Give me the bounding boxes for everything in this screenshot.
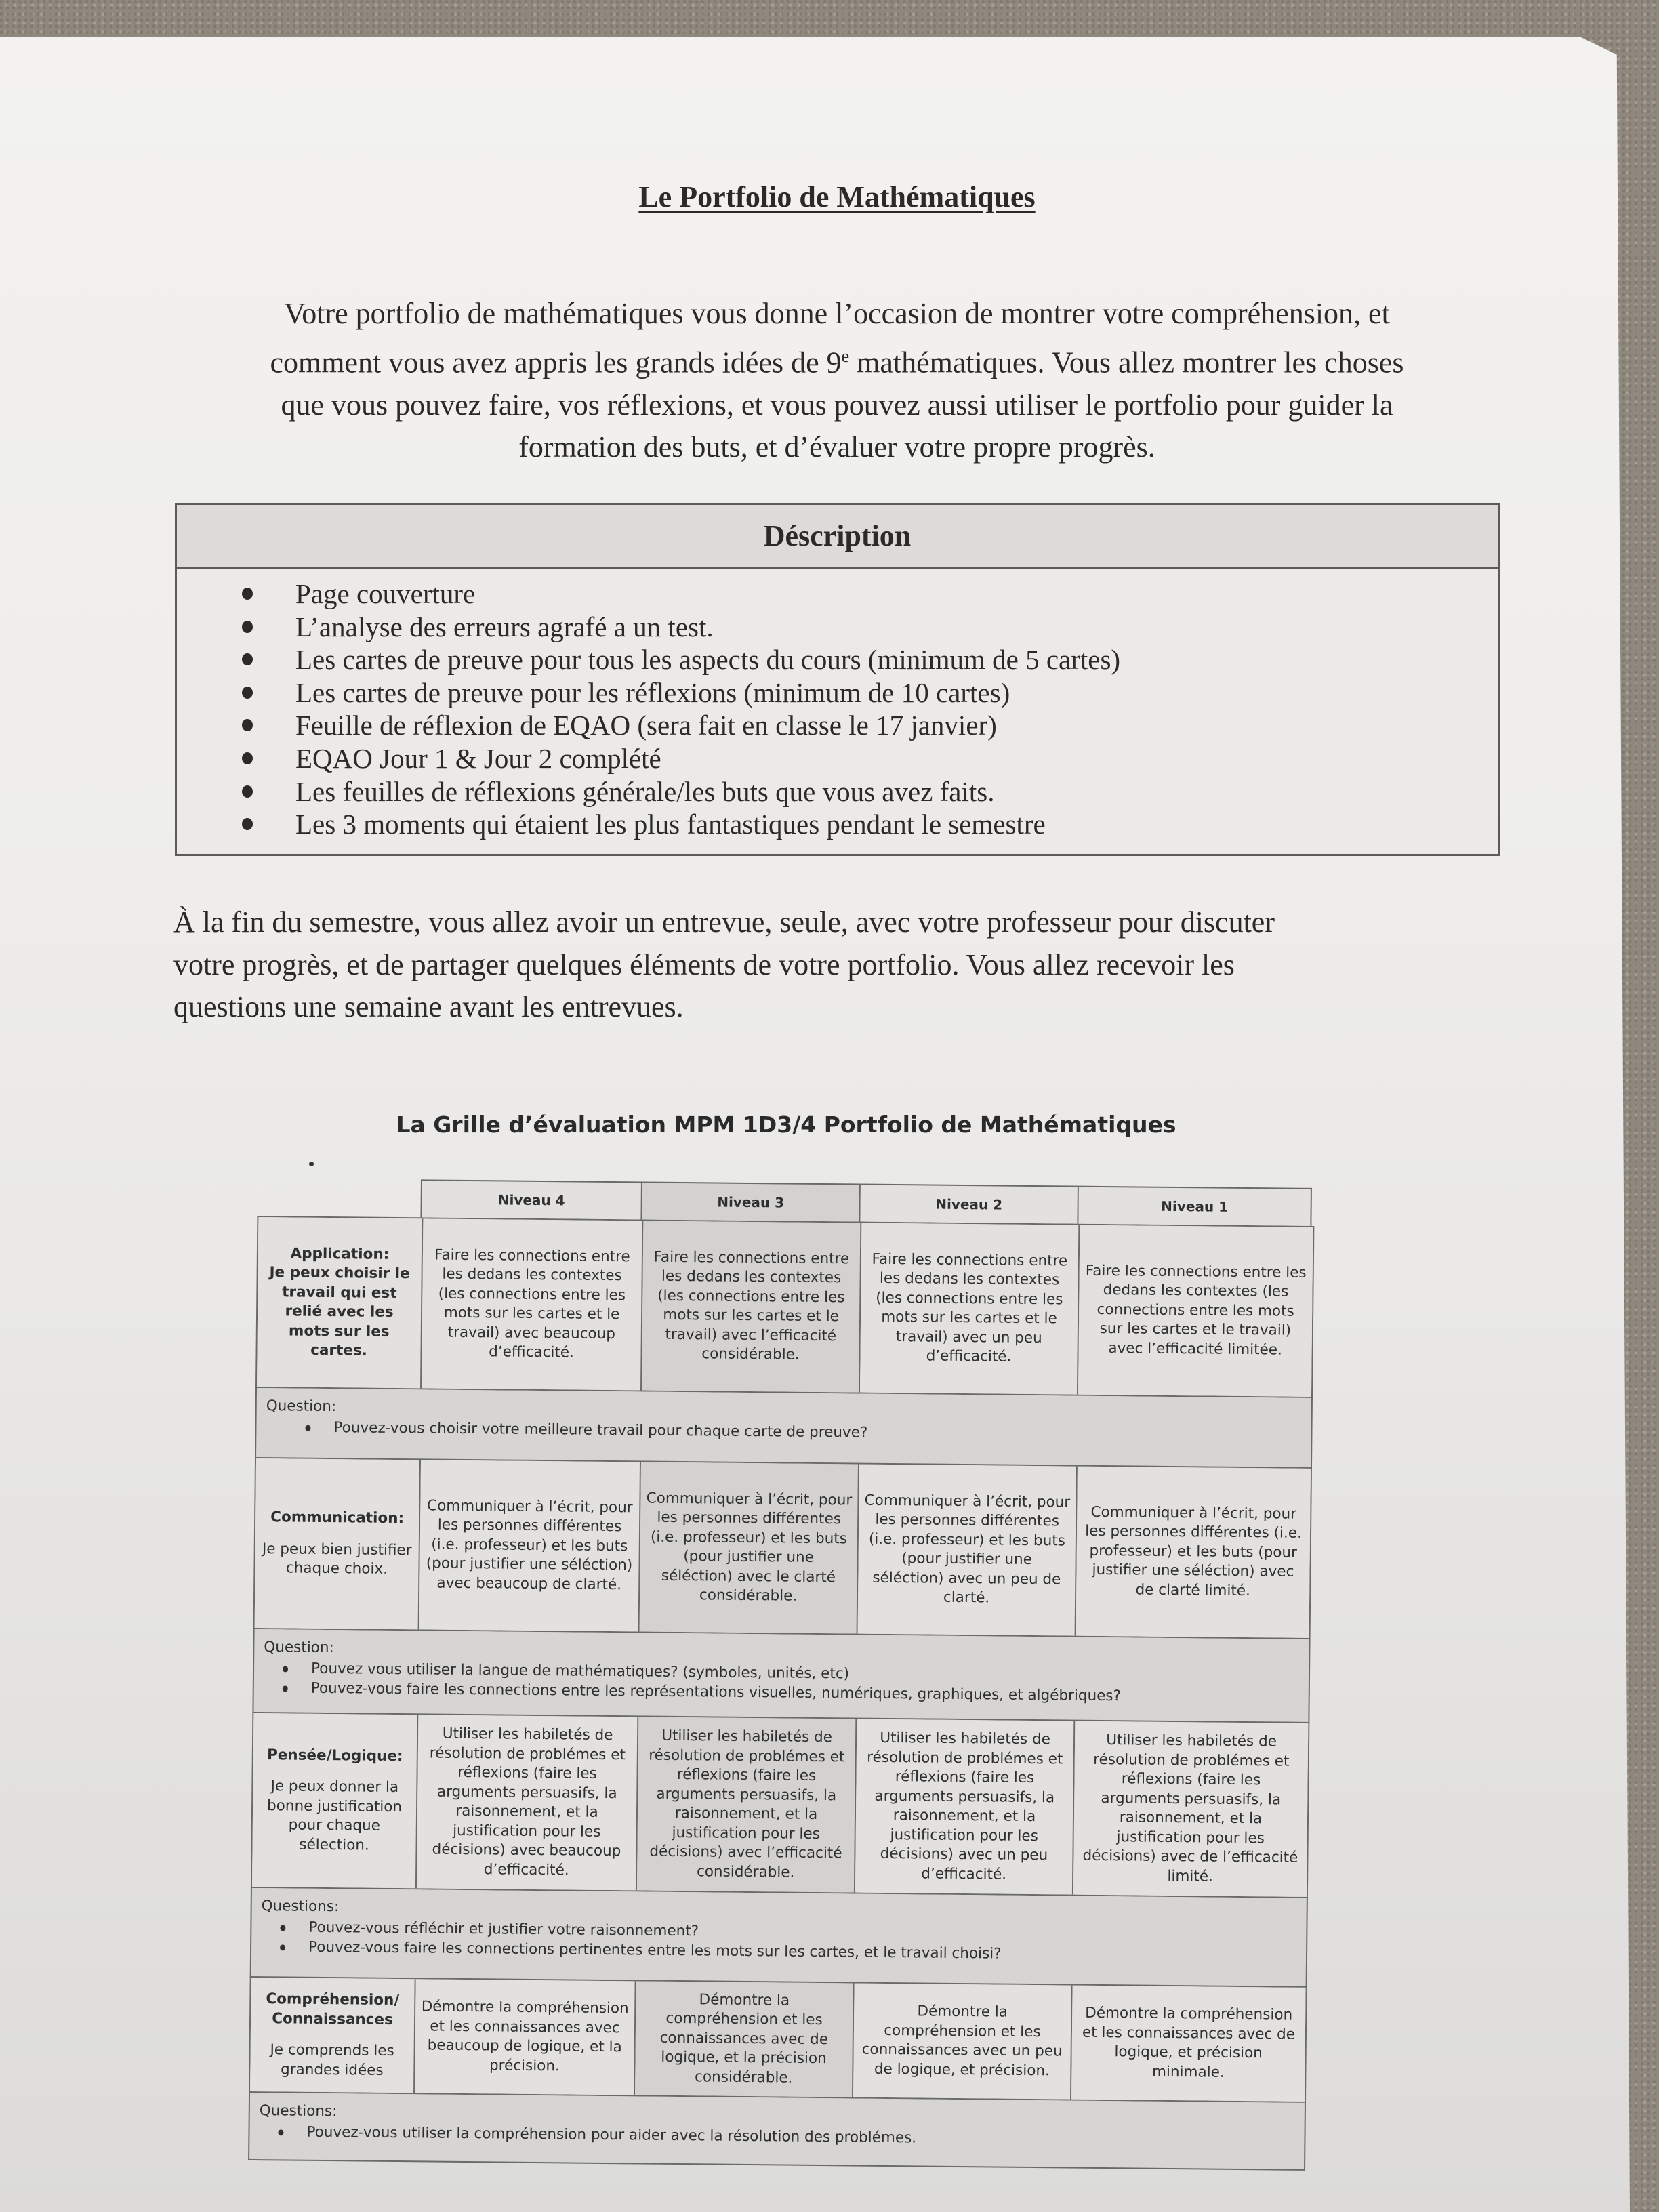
rubric-question-row <box>252 1629 1310 1723</box>
description-list <box>177 569 1498 841</box>
intro-text: mathématiques. Vous allez montrer les choses <box>849 346 1404 380</box>
closing-line: À la fin du semestre, vous allez avoir un entrevue, seule, avec votre professeur pour discuter <box>173 905 1275 939</box>
document-title: Le Portfolio de Mathématiques <box>638 180 1036 213</box>
description-heading: Déscription <box>177 505 1498 569</box>
rubric-cell: Utiliser les habiletés de résolution de problémes et réflexions (faire les arguments persuasifs, la raisonnement, et la justification pour les décisions) avec beaucoup d’efficacité. <box>417 1715 638 1890</box>
question-label: Question: <box>264 1639 334 1657</box>
list-item <box>177 808 1498 841</box>
list-item <box>177 709 1498 742</box>
rubric-cell: Démontre la compréhension et les connaissances avec de logique, et précision minimale. <box>1071 1986 1306 2102</box>
rubric-cell: Faire les connections entre les dedans les contextes (les connections entre les mots sur les cartes et le travail) avec beaucoup d’efficacité. <box>422 1218 643 1390</box>
question-label: Question: <box>266 1397 337 1416</box>
level-header: Niveau 3 <box>642 1181 861 1221</box>
bullet-icon <box>242 687 253 699</box>
rubric-criterion-row <box>253 1458 1312 1639</box>
criterion-name: Compréhension/ Connaissances <box>266 1990 400 2028</box>
list-item-text: Les cartes de preuve pour les réflexions (minimum de 10 cartes) <box>295 676 1010 708</box>
criterion-cell <box>257 1217 423 1388</box>
rubric-cell: Démontre la compréhension et les connaissances avec un peu de logique, et précision. <box>853 1984 1073 2100</box>
question-label: Questions: <box>261 1898 340 1916</box>
criterion-description: Je comprends les grandes idées <box>270 2041 394 2079</box>
list-item-text: Les feuilles de réflexions générale/les buts que vous avez faits. <box>295 775 995 807</box>
closing-line: questions une semaine avant les entrevues. <box>173 990 684 1023</box>
question-list <box>261 1917 1296 1967</box>
intro-line: formation des buts, et d’évaluer votre propre progrès. <box>518 430 1155 464</box>
header-blank-cell <box>257 1178 422 1217</box>
bullet-icon <box>242 621 253 633</box>
rubric-question-row <box>250 1888 1308 1988</box>
rubric-cell: Démontre la compréhension et les connaissances avec beaucoup de logique, et la précision. <box>415 1979 636 2095</box>
superscript: e <box>841 346 850 366</box>
rubric-cell: Faire les connections entre les dedans les contextes (les connections entre les mots sur les cartes et le travail) avec l’efficacité considérable. <box>642 1221 861 1392</box>
bullet-icon <box>242 818 253 830</box>
criterion-name: Communication: <box>270 1509 405 1528</box>
bullet-icon <box>242 752 253 764</box>
level-header: Niveau 1 <box>1078 1186 1312 1226</box>
question-item: Pouvez-vous faire les connections pertinentes entre les mots sur les cartes, et le travail choisi? <box>308 1938 1296 1967</box>
question-item: Pouvez-vous choisir votre meilleure travail pour chaque carte de preuve? <box>333 1418 1301 1447</box>
description-box <box>175 503 1500 856</box>
intro-line: Votre portfolio de mathématiques vous donne l’occasion de montrer votre compréhension, et <box>284 297 1390 330</box>
list-item-text: L’analyse des erreurs agrafé a un test. <box>295 611 714 642</box>
bullet-icon <box>242 785 253 798</box>
rubric-cell: Faire les connections entre les dedans les contextes (les connections entre les mots sur les cartes et le travail) avec l’efficacité limitée. <box>1078 1225 1313 1397</box>
intro-paragraph <box>156 293 1518 469</box>
rubric-criterion-row <box>255 1217 1314 1398</box>
rubric-title: La Grille d’évaluation MPM 1D3/4 Portfolio de Mathématiques <box>396 1111 1176 1138</box>
list-item-text: Les 3 moments qui étaient les plus fantastiques pendant le semestre <box>295 808 1046 840</box>
list-item <box>177 742 1498 775</box>
criterion-name: Pensée/Logique: <box>266 1746 403 1765</box>
rubric-cell: Utiliser les habiletés de résolution de problémes et réflexions (faire les arguments persuasifs, la raisonnement, et la justification pour les décisions) avec l’efficacité considérable. <box>637 1717 857 1892</box>
level-header: Niveau 4 <box>422 1179 642 1219</box>
list-item <box>177 611 1498 644</box>
rubric-cell: Utiliser les habiletés de résolution de problémes et réflexions (faire les arguments persuasifs, la raisonnement, et la justification pour les décisions) avec de l’efficacité limité. <box>1073 1721 1308 1897</box>
list-item <box>177 643 1498 676</box>
rubric-table <box>248 1178 1315 2171</box>
list-item-text: EQAO Jour 1 & Jour 2 complété <box>295 742 661 774</box>
rubric-criterion-row <box>249 1978 1307 2103</box>
stray-dot <box>309 1162 314 1166</box>
list-item-text: Page couverture <box>295 578 476 609</box>
question-label: Questions: <box>259 2102 337 2121</box>
rubric-criterion-row <box>251 1713 1309 1898</box>
rubric-cell: Communiquer à l’écrit, pour les personnes différentes (i.e. professeur) et les buts (pour justifier une séléction) avec le clarté considérable. <box>640 1462 859 1633</box>
level-header: Niveau 2 <box>860 1184 1079 1224</box>
list-item <box>177 577 1498 611</box>
rubric-cell: Communiquer à l’écrit, pour les personnes différentes (i.e. professeur) et les buts (pour justifier une séléction) avec beaucoup de clarté. <box>419 1460 641 1631</box>
question-item: Pouvez-vous utiliser la compréhension pour aider avec la résolution des problémes. <box>306 2123 1294 2152</box>
bullet-icon <box>242 653 253 665</box>
intro-line: que vous pouvez faire, vos réflexions, et vous pouvez aussi utiliser le portfolio pour guider la <box>281 388 1393 422</box>
rubric-question-row <box>248 2093 1306 2171</box>
rubric-cell: Utiliser les habiletés de résolution de problémes et réflexions (faire les arguments persuasifs, la raisonnement, et la justification pour les décisions) avec un peu d’efficacité. <box>855 1719 1075 1895</box>
bullet-icon <box>242 719 253 731</box>
intro-text: comment vous avez appris les grands idées de 9 <box>270 346 842 380</box>
question-list <box>264 1658 1299 1708</box>
rubric-cell: Communiquer à l’écrit, pour les personnes différentes (i.e. professeur) et les buts (pour justifier une séléction) avec de clarté limité. <box>1076 1467 1311 1638</box>
rubric-cell: Communiquer à l’écrit, pour les personnes différentes (i.e. professeur) et les buts (pour justifier une séléction) avec un peu de clarté. <box>858 1465 1078 1636</box>
intro-line <box>156 335 1518 384</box>
criterion-cell <box>255 1458 421 1629</box>
closing-paragraph <box>173 901 1495 1029</box>
rubric-cell: Faire les connections entre les dedans les contextes (les connections entre les mots sur les cartes et le travail) avec un peu d’efficacité. <box>860 1223 1080 1395</box>
criterion-description: Je peux donner la bonne justification pour chaque sélection. <box>266 1778 403 1854</box>
list-item <box>177 676 1498 710</box>
list-item-text: Feuille de réflexion de EQAO (sera fait en classe le 17 janvier) <box>295 710 997 741</box>
list-item-text: Les cartes de preuve pour tous les aspects du cours (minimum de 5 cartes) <box>295 644 1121 676</box>
rubric-cell: Démontre la compréhension et les connaissances avec de logique, et la précision considérable. <box>635 1981 855 2097</box>
question-item: Pouvez-vous faire les connections entre les représentations visuelles, numériques, graphiques, et algébriques? <box>311 1679 1299 1708</box>
rubric-question-row <box>255 1388 1313 1469</box>
question-item: Pouvez-vous réfléchir et justifier votre raisonnement? <box>308 1918 1296 1947</box>
criterion-description: Je peux bien justifier chaque choix. <box>262 1540 412 1578</box>
criterion-description: Je peux choisir le travail qui est relié avec les mots sur les cartes. <box>269 1264 410 1359</box>
question-item: Pouvez vous utiliser la langue de mathématiques? (symboles, unités, etc) <box>311 1659 1299 1688</box>
criterion-name: Application: <box>290 1244 390 1263</box>
list-item <box>177 775 1498 808</box>
closing-line: votre progrès, et de partager quelques éléments de votre portfolio. Vous allez recevoir les <box>173 947 1235 981</box>
bullet-icon <box>242 588 253 600</box>
criterion-cell <box>252 1713 418 1888</box>
criterion-cell <box>250 1978 416 2093</box>
